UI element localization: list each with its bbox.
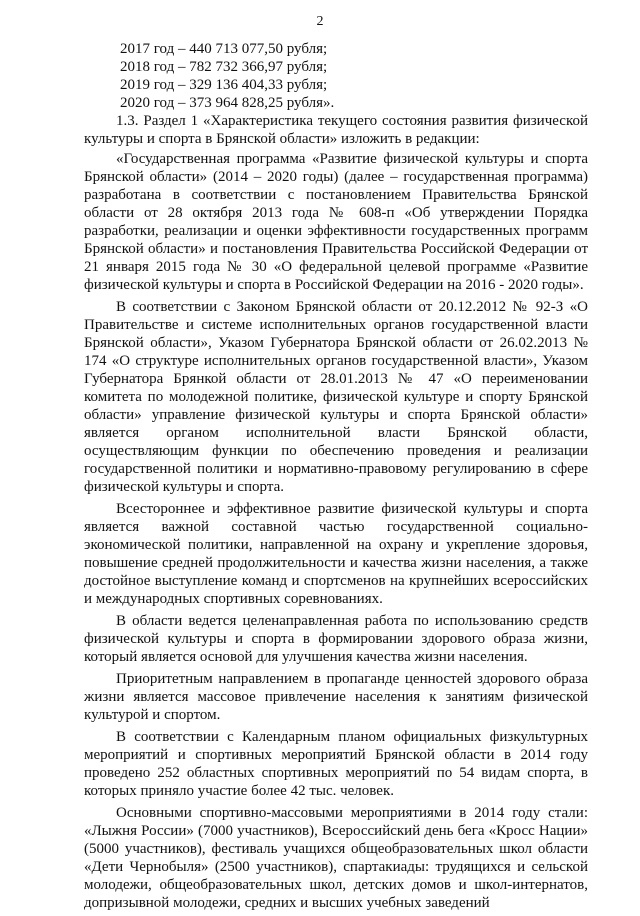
paragraph-development-policy: Всестороннее и эффективное развитие физической культуры и спорта является важной составной частью государственной социально-экономической политики, направленной на охрану и укрепление здоровья, повышение средней продолжительности и качества жизни населения, а также достойное выступление команд и спортсменов на крупнейших всероссийских и международных спортивных соревнованиях. (84, 501, 588, 607)
page-number: 2 (316, 14, 324, 29)
paragraph-healthy-lifestyle: В области ведется целенаправленная работа по использованию средств физической культуры и спорта в формировании здорового образа жизни, который является основой для улучшения качества жизни населения. (84, 613, 588, 665)
funding-year-line: 2018 год – 782 732 366,97 рубля; (120, 59, 328, 75)
funding-year-line: 2017 год – 440 713 077,50 рубля; (120, 41, 328, 57)
funding-by-year-list (84, 40, 588, 112)
funding-year-line: 2020 год – 373 964 828,25 рубля». (120, 95, 335, 111)
paragraph-section-1-3: 1.3. Раздел 1 «Характеристика текущего состояния развития физической культуры и спорта в Брянской области» изложить в редакции: (84, 113, 588, 147)
paragraph-calendar-plan: В соответствии с Календарным планом официальных физкультурных мероприятий и спортивных мероприятий Брянской области в 2014 году проведено 252 областных спортивных мероприятий по 54 видам спорта, в которых приняло участие более 42 тыс. человек. (84, 729, 588, 799)
document-body (84, 40, 588, 916)
paragraph-legal-basis: В соответствии с Законом Брянской области от 20.12.2012 № 92-З «О Правительстве и системе исполнительных органов государственной власти Брянской области», Указом Губернатора Брянской области от 26.02.2013 № 174 «О структуре исполнительных органов государственной власти», Указом Губернатора Брянкой области от 28.01.2013 № 47 «О переименовании комитета по молодежной политике, физической культуре и спорту Брянской области» управление физической культуры и спорта Брянской области» является органом исполнительной власти Брянской области, осуществляющим функции по обеспечению проведения и реализации государственной политики и нормативно-правовому регулированию в сфере физической культуры и спорта. (84, 299, 588, 495)
paragraph-program-basis: «Государственная программа «Развитие физической культуры и спорта Брянской области» (2014 – 2020 годы) (далее – государственная программа) разработана в соответствии с постановлением Правительства Брянской области от 28 октября 2013 года № 608-п «Об утверждении Порядка разработки, реализации и оценки эффективности государственных программ Брянской области» и постановления Правительства Российской Федерации от 21 января 2015 года № 30 «О федеральной целевой программе «Развитие физической культуры и спорта в Российской Федерации на 2016 - 2020 годы». (84, 151, 588, 293)
paragraph-priority-direction: Приоритетным направлением в пропаганде ценностей здорового образа жизни является массовое привлечение населения к занятиям физической культурой и спортом. (84, 671, 588, 723)
paragraph-main-events: Основными спортивно-массовыми мероприятиями в 2014 году стали: «Лыжня России» (7000 участников), Всероссийский день бега «Кросс Нации» (5000 участников), фестиваль учащихся общеобразовательных школ области «Дети Чернобыля» (2500 участников), спартакиады: трудящихся и сельской молодежи, общеобразовательных школ, детских домов и школ-интернатов, допризывной молодежи, средних и высших учебных заведений (84, 805, 588, 911)
funding-year-line: 2019 год – 329 136 404,33 рубля; (120, 77, 328, 93)
